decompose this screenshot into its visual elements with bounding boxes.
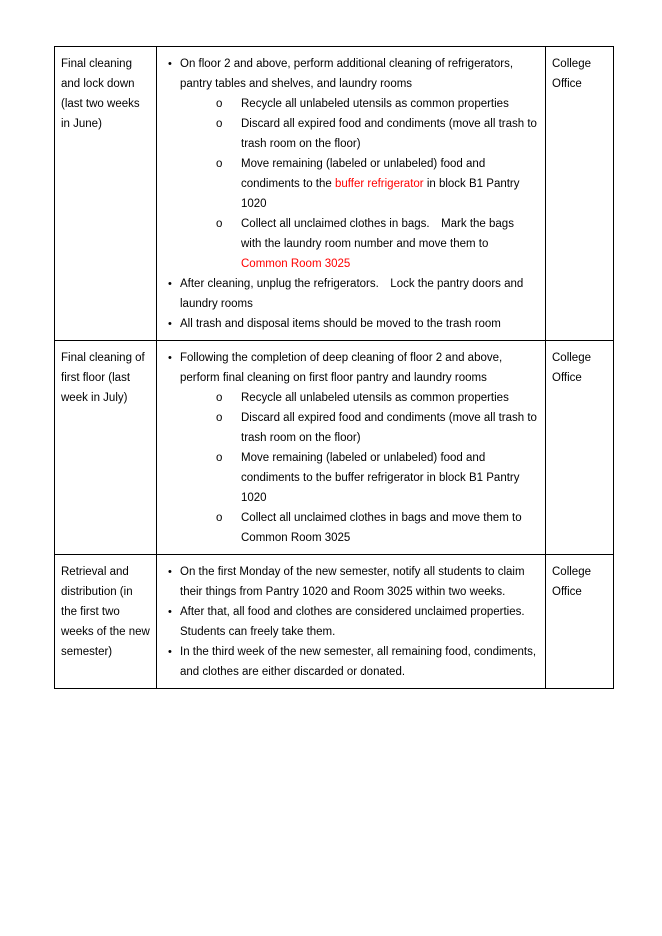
sub-bullet-icon: o	[216, 512, 223, 524]
list-item	[167, 54, 537, 274]
text-segment: All trash and disposal items should be moved to the trash room	[180, 318, 501, 330]
schedule-table	[54, 46, 614, 689]
responsible-party-label: College Office	[552, 58, 591, 90]
action-list	[167, 54, 537, 334]
sublist-item	[180, 448, 537, 508]
bullet-icon: •	[168, 606, 172, 618]
responsible-party-content	[546, 341, 613, 394]
highlighted-text: Common Room 3025	[241, 258, 351, 270]
text-segment: Recycle all unlabeled utensils as common properties	[241, 392, 509, 404]
list-item	[167, 642, 537, 682]
responsible-party-cell	[546, 341, 614, 555]
bullet-icon: •	[168, 278, 172, 290]
list-item	[167, 562, 537, 602]
phase-cell	[55, 47, 157, 341]
text-segment: Following the completion of deep cleaning of floor 2 and above, perform final cleaning on first floor pantry and laundry rooms	[180, 352, 503, 384]
list-item-text	[180, 314, 537, 334]
sublist-item-text	[241, 154, 537, 214]
text-segment: Collect all unclaimed clothes in bags and move them to Common Room 3025	[241, 512, 522, 544]
sublist-item	[180, 214, 537, 274]
highlighted-text: buffer refrigerator	[334, 178, 424, 190]
actions-cell	[157, 341, 546, 555]
list-item	[167, 274, 537, 314]
text-segment: Move remaining (labeled or unlabeled) food and condiments to the	[241, 158, 486, 190]
sublist-item-text	[241, 508, 537, 548]
sub-bullet-icon: o	[216, 118, 223, 130]
text-segment: After cleaning, unplug the refrigerators. Lock the pantry doors and laundry rooms	[180, 278, 524, 310]
actions-cell-content	[157, 341, 545, 554]
table-row	[55, 47, 614, 341]
responsible-party-cell	[546, 47, 614, 341]
list-item-text	[180, 348, 537, 388]
sublist-item	[180, 154, 537, 214]
sub-bullet-icon: o	[216, 98, 223, 110]
phase-label: Retrieval and distribution (in the first two weeks of the new semester)	[61, 566, 150, 658]
responsible-party-content	[546, 47, 613, 100]
sublist-item	[180, 408, 537, 448]
sub-bullet-icon: o	[216, 392, 223, 404]
list-item-text	[180, 562, 537, 602]
sublist-item	[180, 508, 537, 548]
sublist-item-text	[241, 114, 537, 154]
list-item	[167, 602, 537, 642]
list-item-text	[180, 602, 537, 642]
sublist-item-text	[241, 408, 537, 448]
list-item	[167, 314, 537, 334]
bullet-icon: •	[168, 646, 172, 658]
text-segment: On the first Monday of the new semester, notify all students to claim their things from Pantry 1020 and Room 3025 within two weeks.	[180, 566, 525, 598]
text-segment: in block B1 Pantry 1020	[241, 178, 520, 210]
sub-bullet-icon: o	[216, 412, 223, 424]
table-body	[55, 47, 614, 689]
text-segment: Discard all expired food and condiments (move all trash to trash room on the floor)	[241, 118, 537, 150]
text-segment: Recycle all unlabeled utensils as common properties	[241, 98, 509, 110]
phase-label: Final cleaning and lock down (last two weeks in June)	[61, 58, 140, 130]
table-row	[55, 341, 614, 555]
text-segment: Collect all unclaimed clothes in bags. Mark the bags with the laundry room number and move them to	[241, 218, 514, 250]
phase-cell-content	[55, 341, 156, 414]
actions-cell	[157, 555, 546, 689]
sublist-item-text	[241, 94, 537, 114]
text-segment: Move remaining (labeled or unlabeled) food and condiments to the buffer refrigerator in block B1 Pantry 1020	[241, 452, 520, 504]
list-item-text	[180, 274, 537, 314]
sublist-item	[180, 388, 537, 408]
phase-cell	[55, 555, 157, 689]
table-row	[55, 555, 614, 689]
list-item-text	[180, 642, 537, 682]
sublist-item-text	[241, 388, 537, 408]
actions-cell	[157, 47, 546, 341]
action-list	[167, 348, 537, 548]
bullet-icon: •	[168, 566, 172, 578]
action-sublist	[180, 388, 537, 548]
bullet-icon: •	[168, 318, 172, 330]
responsible-party-content	[546, 555, 613, 608]
sublist-item	[180, 94, 537, 114]
action-list	[167, 562, 537, 682]
responsible-party-cell	[546, 555, 614, 689]
text-segment: Discard all expired food and condiments (move all trash to trash room on the floor)	[241, 412, 537, 444]
sublist-item-text	[241, 214, 537, 274]
phase-label: Final cleaning of first floor (last week in July)	[61, 352, 145, 404]
list-item-text	[180, 54, 537, 94]
sublist-item	[180, 114, 537, 154]
sublist-item-text	[241, 448, 537, 508]
actions-cell-content	[157, 47, 545, 340]
phase-cell-content	[55, 47, 156, 140]
bullet-icon: •	[168, 58, 172, 70]
sub-bullet-icon: o	[216, 452, 223, 464]
text-segment: After that, all food and clothes are considered unclaimed properties. Students can freely take them.	[180, 606, 537, 638]
sub-bullet-icon: o	[216, 158, 223, 170]
text-segment: In the third week of the new semester, all remaining food, condiments, and clothes are either discarded or donated.	[180, 646, 537, 678]
sub-bullet-icon: o	[216, 218, 223, 230]
actions-cell-content	[157, 555, 545, 688]
text-segment: On floor 2 and above, perform additional cleaning of refrigerators, pantry tables and shelves, and laundry rooms	[180, 58, 514, 90]
responsible-party-label: College Office	[552, 566, 591, 598]
action-sublist	[180, 94, 537, 274]
phase-cell-content	[55, 555, 156, 668]
responsible-party-label: College Office	[552, 352, 591, 384]
bullet-icon: •	[168, 352, 172, 364]
phase-cell	[55, 341, 157, 555]
list-item	[167, 348, 537, 548]
